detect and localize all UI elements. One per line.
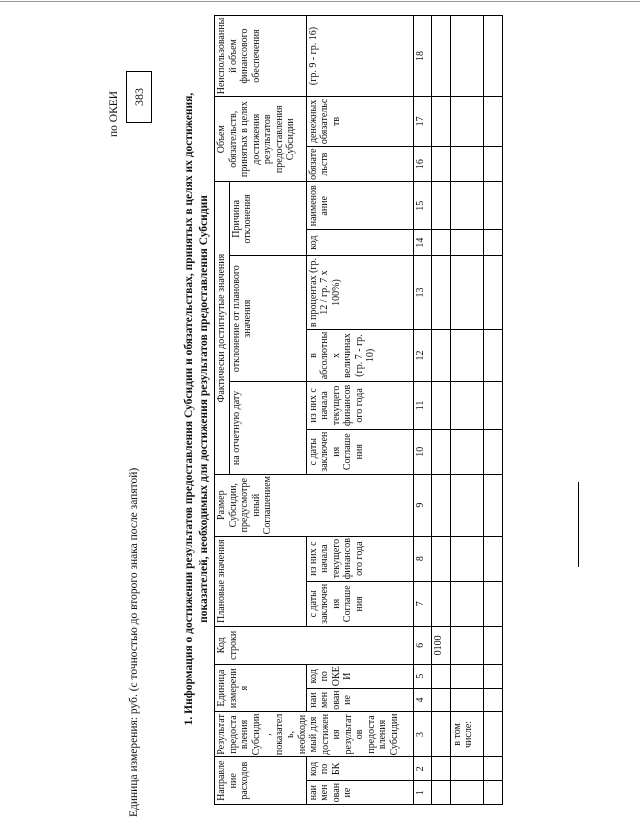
table-cell[interactable] [431, 757, 450, 781]
subheader-actual-from-agreement: с даты заключения Соглашения [306, 429, 413, 474]
table-cell[interactable] [483, 16, 502, 97]
column-number: 7 [413, 581, 431, 626]
table-cell[interactable] [450, 382, 483, 430]
table-cell[interactable] [483, 329, 502, 381]
unit-of-measure-label: Единица измерения: руб. (с точностью до второго знака после запятой) [128, 467, 140, 817]
column-number: 8 [413, 536, 431, 581]
subheader-name: наименование [306, 781, 413, 805]
table-cell[interactable] [450, 664, 483, 688]
subheader-deviation-percent: в процентах (гр. 12 / гр. 7 x 100%) [306, 256, 413, 330]
table-cell[interactable] [431, 329, 450, 381]
column-number: 5 [413, 664, 431, 688]
table-cell[interactable] [483, 182, 502, 230]
table-cell[interactable] [450, 536, 483, 581]
subheader-actual-current-year: из них с начала текущего финансового года [306, 382, 413, 430]
row-code-value: 0100 [431, 626, 450, 664]
table-cell[interactable] [431, 146, 450, 182]
table-cell[interactable] [431, 581, 450, 626]
column-number: 6 [413, 626, 431, 664]
column-number: 3 [413, 712, 431, 757]
table-cell[interactable] [450, 329, 483, 381]
table-cell[interactable] [483, 664, 502, 688]
table-cell[interactable] [483, 146, 502, 182]
column-number: 17 [413, 96, 431, 146]
table-cell[interactable] [483, 230, 502, 256]
column-number: 9 [413, 474, 431, 536]
column-number: 14 [413, 230, 431, 256]
table-cell[interactable] [450, 581, 483, 626]
column-number: 1 [413, 781, 431, 805]
table-cell[interactable] [483, 382, 502, 430]
column-number: 2 [413, 757, 431, 781]
table-cell[interactable] [431, 182, 450, 230]
header-actual: Фактически достигнутые значения [215, 182, 230, 474]
subheader-money-obligations: денежных обязательств [306, 96, 413, 146]
column-number: 12 [413, 329, 431, 381]
column-number: 15 [413, 182, 431, 230]
table-cell[interactable] [450, 626, 483, 664]
header-unit: Единица измерения [215, 664, 307, 712]
subheader-reason-name: наименование [306, 182, 413, 230]
table-cell[interactable] [450, 688, 483, 712]
table-cell[interactable] [483, 429, 502, 474]
table-cell[interactable] [431, 429, 450, 474]
header-row-code: Код строки [215, 626, 414, 664]
table-cell[interactable] [483, 626, 502, 664]
table-cell[interactable] [431, 16, 450, 97]
table-cell[interactable] [431, 96, 450, 146]
table-cell[interactable] [483, 536, 502, 581]
table-cell[interactable] [431, 664, 450, 688]
subheader-unused-formula: (гр. 9 - гр. 16) [306, 16, 413, 97]
achievement-table [214, 15, 503, 805]
subheader-unit-name: наименование [306, 688, 413, 712]
table-cell[interactable] [483, 474, 502, 536]
header-deviation: отклонение от планового значения [229, 256, 306, 382]
header-planned: Плановые значения [215, 536, 307, 626]
table-cell[interactable] [450, 182, 483, 230]
column-number: 18 [413, 16, 431, 97]
including-label: в том числе: [450, 712, 483, 757]
header-subsidy-size: Размер Субсидии, предусмотренный Соглашением [215, 474, 414, 536]
table-cell[interactable] [450, 757, 483, 781]
table-cell[interactable] [483, 688, 502, 712]
table-cell[interactable] [450, 256, 483, 330]
table-cell[interactable] [431, 256, 450, 330]
section-title-line-1: 1. Информация о достижении результатов предоставления Субсидии и обязательствах, принятых в целях их достижения, [183, 92, 195, 726]
subheader-okei-code: код по ОКЕИ [306, 664, 413, 688]
header-direction: Направление расходов [215, 757, 307, 805]
table-cell[interactable] [431, 230, 450, 256]
column-number: 4 [413, 688, 431, 712]
column-number: 11 [413, 382, 431, 430]
header-result: Результат предоставления Субсидии, показатель, необходимый для достижения результатов предоставления Субсидии [215, 712, 414, 757]
table-cell[interactable] [450, 781, 483, 805]
table-cell[interactable] [450, 230, 483, 256]
section-title-line-2: показателей, необходимых для достижения результатов предоставления Субсидии [198, 195, 210, 623]
table-cell[interactable] [450, 16, 483, 97]
table-cell[interactable] [450, 429, 483, 474]
table-cell[interactable] [483, 781, 502, 805]
table-cell[interactable] [431, 536, 450, 581]
header-unused: Неиспользованный объем финансового обеспечения [215, 16, 307, 97]
okei-label: по ОКЕИ [108, 90, 120, 137]
column-number: 16 [413, 146, 431, 182]
table-cell[interactable] [483, 757, 502, 781]
table-cell[interactable] [431, 688, 450, 712]
table-cell[interactable] [483, 256, 502, 330]
table-cell[interactable] [431, 382, 450, 430]
table-cell[interactable] [483, 96, 502, 146]
table-cell[interactable] [431, 781, 450, 805]
separator-line [578, 482, 579, 567]
subheader-reason-code: код [306, 230, 413, 256]
subheader-obligations: обязательств [306, 146, 413, 182]
subheader-plan-current-year: из них с начала текущего финансового года [306, 536, 413, 581]
okei-code-box: 383 [126, 71, 152, 123]
subheader-plan-from-agreement: с даты заключения Соглашения [306, 581, 413, 626]
subheader-deviation-absolute: в абсолютных величинах (гр. 7 - гр. 10) [306, 329, 413, 381]
header-reporting-date: на отчетную дату [229, 382, 306, 475]
header-reason: Причина отклонения [229, 182, 306, 256]
table-cell[interactable] [431, 712, 450, 757]
table-cell[interactable] [431, 474, 450, 536]
header-obligations: Объем обязательств, принятых в целях достижения результатов предоставления Субсидии [215, 96, 307, 182]
subheader-bk-code: код по БК [306, 757, 413, 781]
table-cell[interactable] [483, 581, 502, 626]
page-edge-line [0, 1, 640, 2]
table-cell[interactable] [450, 146, 483, 182]
table-cell[interactable] [483, 712, 502, 757]
table-cell[interactable] [450, 474, 483, 536]
column-number: 13 [413, 256, 431, 330]
column-number: 10 [413, 429, 431, 474]
table-cell[interactable] [450, 96, 483, 146]
